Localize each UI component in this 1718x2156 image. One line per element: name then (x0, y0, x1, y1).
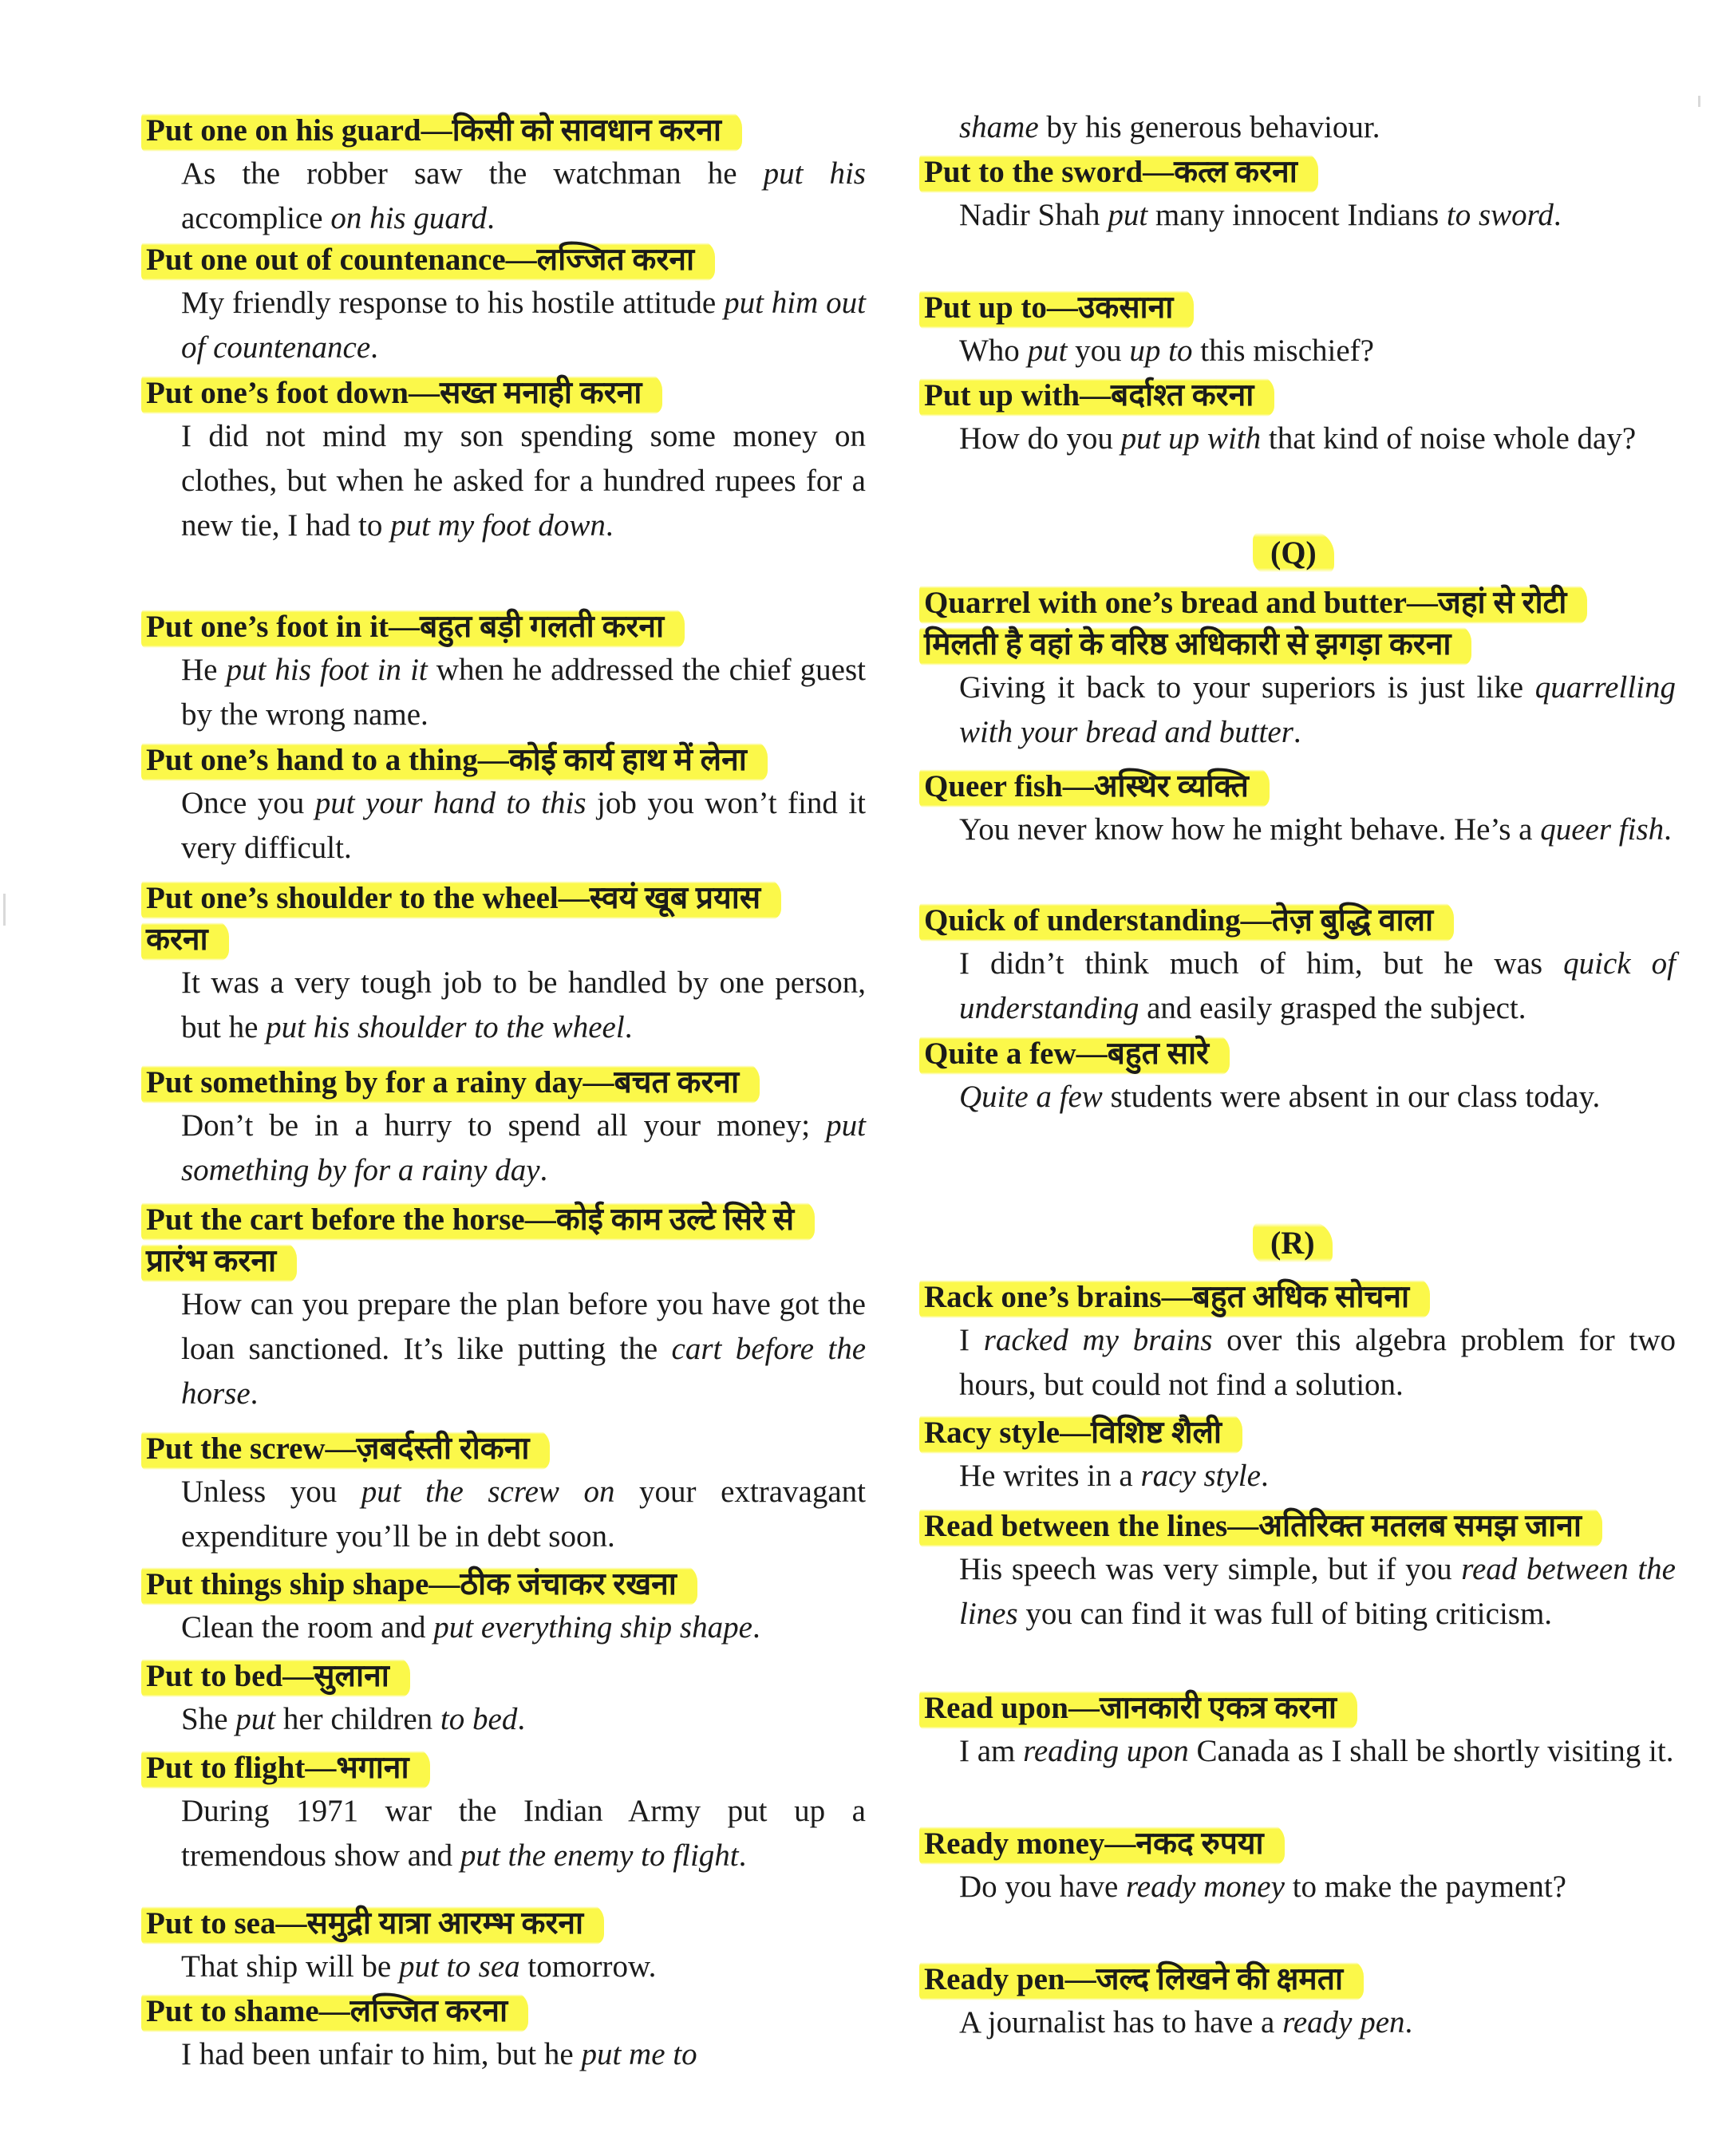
example-text: I am (959, 1734, 1024, 1768)
example-sentence (181, 781, 866, 871)
example-sentence (959, 1865, 1676, 1909)
highlighted-idiom: Put up with—बर्दाश्त करना (919, 375, 1274, 417)
idiom-heading (926, 375, 1676, 417)
example-sentence (181, 1697, 866, 1742)
highlighted-idiom: Put one’s hand to a thing—कोई कार्य हाथ में लेना (141, 740, 768, 782)
example-sentence (959, 193, 1676, 238)
example-sentence (181, 1945, 866, 1989)
example-text: . (370, 330, 378, 365)
highlighted-idiom: Ready pen—जल्द लिखने की क्षमता (919, 1959, 1364, 2001)
example-text: tomorrow. (519, 1949, 657, 1984)
example-text: As the robber saw the watchman he (181, 156, 764, 191)
example-idiom-italic: Quite a few (959, 1080, 1103, 1114)
continued-example (959, 105, 1380, 150)
example-text: . (605, 508, 614, 543)
idiom-heading (926, 582, 1676, 624)
idiom-entry (148, 239, 866, 370)
example-text: He writes in a (959, 1459, 1141, 1493)
example-idiom-italic: put something by for a rainy day (181, 1108, 866, 1187)
example-idiom-italic: put his shoulder to the wheel (266, 1010, 625, 1044)
example-text: . (1553, 198, 1562, 232)
example-text: Nadir Shah (959, 198, 1108, 232)
idiom-entry (148, 1991, 866, 2077)
example-text: . (1664, 812, 1672, 847)
highlighted-idiom: Read upon—जानकारी एकत्र करना (919, 1688, 1357, 1730)
example-text: . (1404, 2005, 1413, 2040)
example-text: many innocent Indians (1147, 198, 1447, 232)
idiom-heading-continued (148, 919, 866, 961)
idiom-entry (926, 1506, 1676, 1637)
highlighted-idiom: Ready money—नकद रुपया (919, 1823, 1285, 1866)
example-text: job you won’t find it very difficult. (181, 786, 866, 865)
highlighted-idiom: Put one’s foot down—सख्त मनाही करना (141, 373, 662, 415)
example-text: That ship will be (181, 1949, 399, 1984)
example-text: your extravagant expenditure you’ll be in debt soon. (181, 1475, 866, 1554)
highlighted-idiom: Quarrel with one’s bread and butter—जहां से रोटी (919, 582, 1587, 625)
highlighted-idiom: Quite a few—बहुत सारे (919, 1033, 1230, 1076)
idiom-heading-continued (926, 624, 1676, 665)
highlighted-idiom-continued: करना (141, 919, 229, 962)
example-idiom-italic: read between the lines (959, 1552, 1676, 1631)
example-text: . (539, 1153, 548, 1187)
example-idiom-italic: quick of understanding (959, 946, 1676, 1025)
highlighted-idiom: Put to flight—भगाना (141, 1747, 430, 1790)
example-sentence (959, 329, 1676, 373)
highlighted-idiom: Put to sea—समुद्री यात्रा आरम्भ करना (141, 1903, 604, 1945)
idiom-entry (926, 1412, 1676, 1499)
example-text: . (517, 1702, 526, 1736)
example-text: . (487, 201, 495, 235)
example-idiom-italic: put your hand to this (314, 786, 586, 820)
idiom-entry (148, 1199, 866, 1416)
example-idiom-italic: put (1108, 198, 1148, 232)
idiom-heading (148, 110, 866, 152)
idiom-entry (926, 1277, 1676, 1408)
idiom-entry (148, 878, 866, 1050)
idiom-entry (926, 1959, 1676, 2045)
idiom-entry (926, 287, 1676, 373)
page-edge-mark (1698, 96, 1700, 107)
idiom-entry (148, 1903, 866, 1989)
example-text: . (624, 1010, 633, 1044)
example-idiom-italic: shame (959, 110, 1039, 144)
idiom-entry (926, 900, 1676, 1031)
example-sentence (959, 1454, 1676, 1499)
idiom-entry (926, 1823, 1676, 1909)
example-idiom-italic: put to sea (398, 1949, 520, 1984)
example-text: and easily grasped the subject. (1139, 991, 1526, 1025)
example-text: over this algebra problem for two hours, but could not find a solution. (959, 1323, 1676, 1402)
idiom-entry (926, 375, 1676, 461)
example-text: I (959, 1323, 984, 1357)
example-text: you (1067, 334, 1130, 368)
example-idiom-italic: cart before the horse (181, 1332, 866, 1411)
example-sentence (181, 414, 866, 548)
idiom-heading (926, 1959, 1676, 2000)
example-idiom-italic: put him out of countenance (181, 286, 866, 365)
idiom-entry (148, 1062, 866, 1193)
example-idiom-italic: put his foot in it (226, 653, 428, 687)
example-text: to make the payment? (1284, 1870, 1566, 1904)
example-text: by his generous behaviour. (1038, 110, 1380, 144)
example-text: During 1971 war the Indian Army put up a tremendous show and (181, 1794, 866, 1873)
highlighted-idiom: Put one’s shoulder to the wheel—स्वयं खूब प्रयास (141, 878, 781, 920)
idiom-heading (148, 1903, 866, 1945)
highlighted-idiom: Put things ship shape—ठीक जंचाकर रखना (141, 1564, 697, 1606)
example-sentence (181, 152, 866, 241)
highlighted-idiom: Read between the lines—अतिरिक्त मतलब समझ जाना (919, 1506, 1602, 1548)
example-idiom-italic: racy style (1140, 1459, 1261, 1493)
idiom-entry (148, 1428, 866, 1559)
example-text: when he addressed the chief guest by the wrong name. (181, 653, 866, 732)
example-text: Giving it back to your superiors is just like (959, 670, 1535, 705)
example-text: accomplice (181, 201, 331, 235)
example-text: students were absent in our class today. (1102, 1080, 1601, 1114)
example-text: How do you (959, 421, 1121, 456)
example-text: her children (275, 1702, 440, 1736)
example-idiom-italic: ready pen (1282, 2005, 1405, 2040)
example-text: How can you prepare the plan before you have got the loan sanctioned. It’s like putting the (181, 1287, 866, 1366)
idiom-heading (926, 1506, 1676, 1547)
example-idiom-italic: queer fish (1540, 812, 1665, 847)
highlighted-idiom: Put to bed—सुलाना (141, 1656, 410, 1698)
example-sentence (959, 1729, 1676, 1774)
idiom-heading (926, 1688, 1676, 1729)
example-idiom-italic: to bed (440, 1702, 518, 1736)
example-sentence (181, 1605, 866, 1650)
idiom-heading (148, 1564, 866, 1605)
idiom-heading (926, 287, 1676, 329)
highlighted-idiom: Put something by for a rainy day—बचत करना (141, 1062, 760, 1104)
highlighted-idiom-continued: प्रारंभ करना (141, 1241, 297, 1283)
idiom-heading (148, 606, 866, 648)
highlighted-idiom: Put to shame—लज्जित करना (141, 1991, 528, 2033)
example-text: He (181, 653, 227, 687)
example-sentence (181, 1104, 866, 1193)
example-sentence (181, 1470, 866, 1559)
example-idiom-italic: put everything ship shape (433, 1610, 752, 1645)
highlighted-idiom: Put one out of countenance—लज्जित करना (141, 239, 715, 282)
example-idiom-italic: reading upon (1023, 1734, 1189, 1768)
highlighted-idiom: Racy style—विशिष्ट शैली (919, 1412, 1242, 1455)
example-sentence (959, 1318, 1676, 1408)
example-idiom-italic: on his guard (330, 201, 488, 235)
example-text: Do you have (959, 1870, 1127, 1904)
idiom-heading (926, 152, 1676, 193)
highlighted-idiom: Put up to—उकसाना (919, 287, 1194, 330)
example-text: Once you (181, 786, 315, 820)
example-idiom-italic: put me to (581, 2037, 697, 2071)
idiom-heading (148, 1199, 866, 1241)
example-sentence (181, 1282, 866, 1416)
idiom-entry (148, 1656, 866, 1742)
idiom-entry (926, 582, 1676, 755)
idiom-entry (148, 373, 866, 548)
idiom-heading (926, 1277, 1676, 1318)
idiom-heading (926, 1412, 1676, 1454)
idiom-heading (926, 900, 1676, 942)
idiom-entry (148, 1564, 866, 1650)
example-sentence (959, 417, 1676, 461)
example-text: You never know how he might behave. He’s a (959, 812, 1541, 847)
example-idiom-italic: put the screw on (361, 1475, 615, 1509)
example-sentence (959, 665, 1676, 755)
example-idiom-italic: put his (763, 156, 866, 191)
highlighted-idiom: Put to the sword—कत्ल करना (919, 152, 1318, 194)
idiom-entry (148, 1747, 866, 1878)
example-text: A journalist has to have a (959, 2005, 1283, 2040)
example-sentence (181, 961, 866, 1050)
example-text: I had been unfair to him, but he (181, 2037, 582, 2071)
example-text: It was a very tough job to be handled by one person, but he (181, 965, 866, 1044)
idiom-heading (148, 1991, 866, 2032)
example-sentence (959, 1547, 1676, 1637)
example-text: you can find it was full of biting criticism. (1017, 1597, 1553, 1631)
idiom-entry (926, 766, 1676, 852)
example-text: His speech was very simple, but if you (959, 1552, 1462, 1586)
idiom-heading (926, 766, 1676, 808)
idiom-heading (148, 1062, 866, 1104)
example-sentence (959, 1075, 1676, 1119)
example-idiom-italic: put the enemy to flight (460, 1838, 739, 1873)
example-text: that kind of noise whole day? (1261, 421, 1637, 456)
example-idiom-italic: up to (1129, 334, 1193, 368)
idiom-heading (148, 1747, 866, 1789)
idiom-entry (926, 1688, 1676, 1774)
idiom-heading (148, 373, 866, 414)
highlighted-idiom: Rack one’s brains—बहुत अधिक सोचना (919, 1277, 1430, 1319)
highlighted-idiom: Put one on his guard—किसी को सावधान करना (141, 110, 742, 152)
example-idiom-italic: to sword (1446, 198, 1554, 232)
highlighted-idiom-continued: मिलती है वहां के वरिष्ठ अधिकारी से झगड़ा करना (919, 624, 1471, 666)
example-text: Clean the room and (181, 1610, 434, 1645)
example-sentence (959, 808, 1676, 852)
example-idiom-italic: put up with (1120, 421, 1262, 456)
idiom-heading (926, 1033, 1676, 1075)
idiom-entry (926, 152, 1676, 238)
page-edge-mark (3, 894, 6, 926)
example-sentence (181, 2032, 866, 2077)
example-text: . (250, 1376, 259, 1411)
example-text: My friendly response to his hostile attitude (181, 286, 725, 320)
example-text: . (1260, 1459, 1269, 1493)
example-idiom-italic: put (1027, 334, 1068, 368)
idiom-heading (148, 878, 866, 919)
idiom-entry (148, 110, 866, 241)
example-idiom-italic: racked my brains (983, 1323, 1213, 1357)
highlighted-idiom: Put the cart before the horse—कोई काम उल्टे सिरे से (141, 1199, 815, 1242)
example-text: I didn’t think much of him, but he was (959, 946, 1564, 981)
section-heading-q: (Q) (1253, 531, 1334, 575)
idiom-heading-continued (148, 1241, 866, 1282)
idiom-heading (148, 1656, 866, 1697)
highlighted-idiom: Queer fish—अस्थिर व्यक्ति (919, 766, 1270, 808)
example-idiom-italic: put (235, 1702, 276, 1736)
highlighted-idiom: Put the screw—ज़बर्दस्ती रोकना (141, 1428, 550, 1471)
example-idiom-italic: quarrelling with your bread and butter (959, 670, 1676, 749)
section-heading-r: (R) (1253, 1221, 1333, 1265)
highlighted-idiom: Quick of understanding—तेज़ बुद्धि वाला (919, 900, 1454, 942)
idiom-entry (926, 1033, 1676, 1119)
idiom-entry (148, 740, 866, 871)
example-text: . (752, 1610, 760, 1645)
idiom-entry (148, 606, 866, 737)
example-idiom-italic: ready money (1126, 1870, 1285, 1904)
example-text: . (738, 1838, 747, 1873)
example-text: . (1293, 715, 1301, 749)
example-idiom-italic: put my foot down (390, 508, 606, 543)
idiom-heading (148, 740, 866, 781)
example-text: Unless you (181, 1475, 361, 1509)
example-text: Canada as I shall be shortly visiting it. (1188, 1734, 1674, 1768)
example-text: She (181, 1702, 236, 1736)
example-sentence (181, 281, 866, 370)
idiom-heading (926, 1823, 1676, 1865)
idiom-heading (148, 1428, 866, 1470)
example-sentence (181, 648, 866, 737)
example-sentence (959, 942, 1676, 1031)
example-sentence (181, 1789, 866, 1878)
highlighted-idiom: Put one’s foot in it—बहुत बड़ी गलती करना (141, 606, 685, 649)
example-text: this mischief? (1192, 334, 1374, 368)
idiom-heading (148, 239, 866, 281)
example-text: I did not mind my son spending some money on clothes, but when he asked for a hundred rupees for a new tie, I had to (181, 419, 866, 543)
example-text: Don’t be in a hurry to spend all your money; (181, 1108, 827, 1143)
example-sentence (959, 2000, 1676, 2045)
example-text: Who (959, 334, 1028, 368)
